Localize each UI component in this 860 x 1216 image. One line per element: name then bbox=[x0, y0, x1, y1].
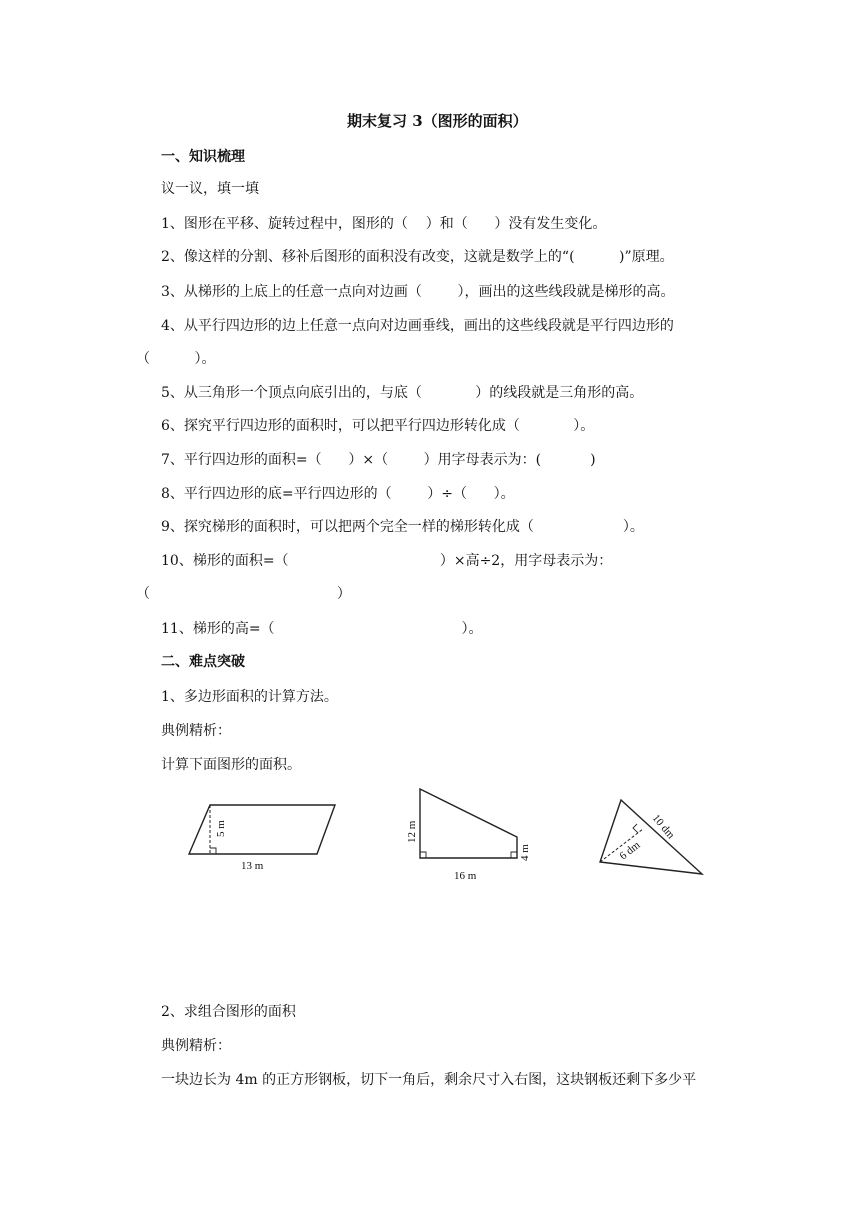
example-problem: 一块边长为 4m 的正方形钢板，切下一角后，剩余尺寸入右图，这块钢板还剩下多少平 bbox=[161, 1072, 697, 1088]
section-heading-knowledge: 一、知识梳理 bbox=[161, 149, 245, 165]
right-angle-mark-left bbox=[420, 852, 426, 858]
trapezoid-left-height-label: 12 m bbox=[406, 820, 418, 843]
question-4: 4、从平行四边形的边上任意一点向对边画垂线，画出的这些线段就是平行四边形的 bbox=[161, 318, 674, 334]
parallelogram-shape bbox=[189, 805, 335, 854]
question-7: 7、平行四边形的面积=（ ）×（ ）用字母表示为：( ) bbox=[161, 452, 596, 468]
question-5: 5、从三角形一个顶点向底引出的，与底（ ）的线段就是三角形的高。 bbox=[161, 385, 644, 401]
question-4-cont: （ ）。 bbox=[136, 351, 216, 367]
question-6: 6、探究平行四边形的面积时，可以把平行四边形转化成（ ）。 bbox=[161, 418, 595, 434]
page-title: 期末复习 3（图形的面积） bbox=[347, 112, 528, 130]
question-11: 11、梯形的高=（ ）。 bbox=[161, 621, 483, 637]
example-label-2: 典例精析： bbox=[161, 1038, 231, 1054]
subsection-composite-area: 2、求组合图形的面积 bbox=[161, 1004, 296, 1020]
right-angle-mark bbox=[210, 848, 216, 854]
triangle-side-label: 10 dm bbox=[649, 812, 677, 842]
example-instruction: 计算下面图形的面积。 bbox=[161, 757, 301, 773]
parallelogram-base-label: 13 m bbox=[241, 860, 264, 872]
triangle-shape bbox=[600, 800, 702, 874]
trapezoid-shape bbox=[420, 789, 517, 858]
question-8: 8、平行四边形的底=平行四边形的（ ）÷（ ）。 bbox=[161, 486, 515, 502]
question-10: 10、梯形的面积=（ ）×高÷2，用字母表示为： bbox=[161, 553, 613, 569]
triangle-figure bbox=[585, 792, 715, 882]
parallelogram-figure bbox=[180, 795, 345, 875]
parallelogram-height-label: 5 m bbox=[215, 820, 227, 837]
question-9: 9、探究梯形的面积时，可以把两个完全一样的梯形转化成（ ）。 bbox=[161, 519, 644, 535]
trapezoid-base-label: 16 m bbox=[454, 870, 477, 882]
section-heading-difficulties: 二、难点突破 bbox=[161, 654, 245, 670]
question-2: 2、像这样的分割、移补后图形的面积没有改变，这就是数学上的“( )”原理。 bbox=[161, 249, 674, 265]
example-label: 典例精析： bbox=[161, 723, 231, 739]
question-10-cont: （ ） bbox=[136, 586, 351, 602]
trapezoid-figure bbox=[400, 785, 540, 885]
section-intro: 议一议，填一填 bbox=[161, 181, 259, 197]
question-3: 3、从梯形的上底上的任意一点向对边画（ ），画出的这些线段就是梯形的高。 bbox=[161, 284, 675, 300]
question-1: 1、图形在平移、旋转过程中，图形的（ ）和（ ）没有发生变化。 bbox=[161, 216, 607, 232]
subsection-polygon-area: 1、多边形面积的计算方法。 bbox=[161, 689, 338, 705]
right-angle-mark-right bbox=[511, 852, 517, 858]
triangle-height-label: 6 dm bbox=[617, 839, 643, 863]
trapezoid-right-height-label: 4 m bbox=[519, 844, 531, 861]
right-angle-mark-triangle bbox=[633, 824, 638, 833]
